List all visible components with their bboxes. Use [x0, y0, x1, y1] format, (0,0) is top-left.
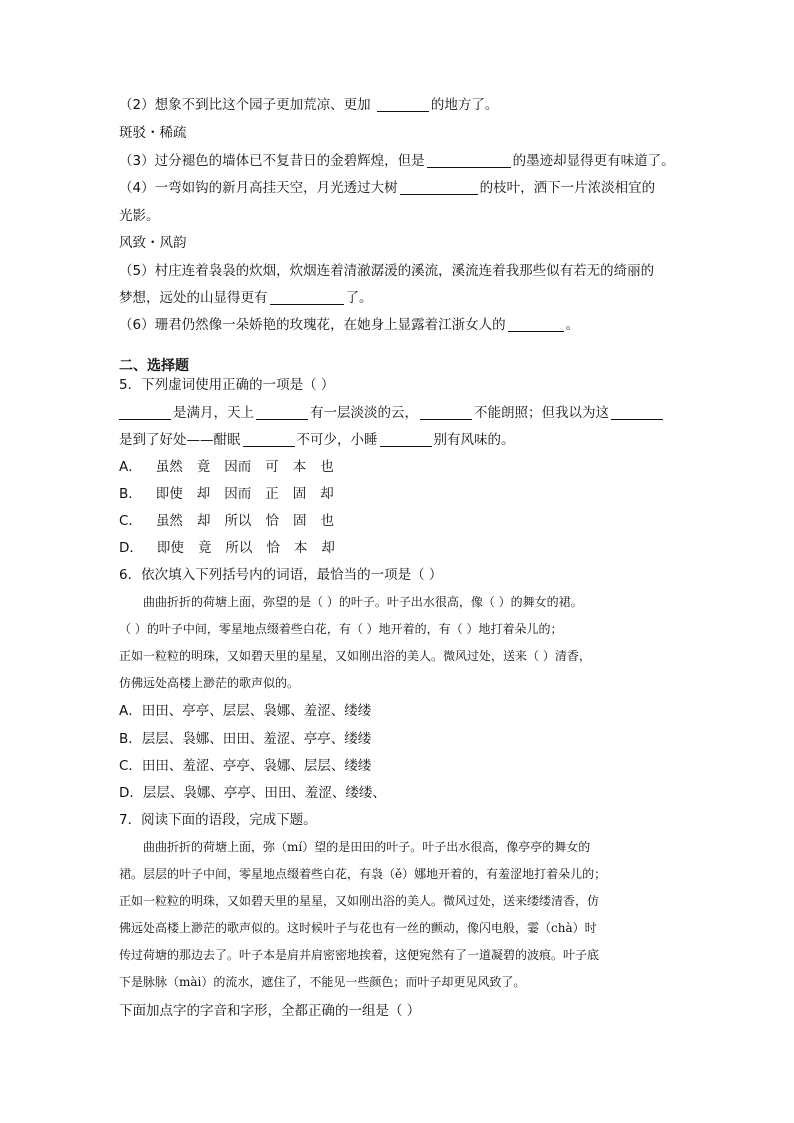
section-heading: 二、选择题 [119, 358, 189, 374]
question-2: （2）想象不到比这个园子更加荒凉、更加 的地方了。 [119, 97, 499, 113]
mc6-option-b[interactable]: B．层层、袅娜、田田、羞涩、亭亭、缕缕 [119, 731, 372, 747]
mc6-option-d[interactable]: D．层层、袅娜、亭亭、田田、羞涩、缕缕、 [119, 785, 386, 801]
answer-blank[interactable] [420, 405, 472, 420]
question-5-continued: 梦想，远处的山显得更有 了。 [119, 290, 373, 306]
answer-blank[interactable] [508, 317, 564, 332]
q7-question: 下面加点字的字音和字形，全都正确的一组是（ ） [119, 1003, 421, 1019]
mc5-option-d[interactable]: D． 即使 竟 所以 恰 本 却 [119, 540, 335, 556]
mc5-line-1: 是满月，天上 有一层淡淡的云， 不能朗照；但我以为这 [119, 404, 665, 422]
passage-line: 传过荷塘的那边去了。叶子本是肩并肩密密地挨着，这便宛然有了一道凝碧的波痕。叶子底 [119, 948, 600, 962]
passage-line: 裙。层层的叶子中间，零星地点缀着些白花，有袅（ě）娜地开着的，有羞涩地打着朵儿的； [119, 867, 607, 881]
mc5-option-b[interactable]: B． 即使 却 因而 正 固 却 [119, 486, 334, 502]
question-6: （6）珊君仍然像一朵娇艳的玫瑰花，在她身上显露着江浙女人的 。 [119, 317, 580, 333]
answer-blank[interactable] [243, 432, 295, 447]
passage-line: 曲曲折折的荷塘上面，弥望的是（ ）的叶子。叶子出水很高，像（ ）的舞女的裙。 [119, 595, 583, 609]
mc6-option-c[interactable]: C．田田、羞涩、亭亭、袅娜、层层、缕缕 [119, 758, 372, 774]
question-4: （4）一弯如钩的新月高挂天空，月光透过大树 的枝叶，洒下一片浓淡相宜的 [119, 180, 656, 196]
group-title-2: 斑驳・稀疏 [119, 125, 187, 141]
group-title-3: 风致・风韵 [119, 235, 187, 251]
question-5: （5）村庄连着袅袅的炊烟，炊烟连着清澈潺湲的溪流，溪流连着我那些似有若无的绮丽的 [119, 263, 655, 279]
passage-line: 正如一粒粒的明珠，又如碧天里的星星，又如刚出浴的美人。微风过处，送来缕缕清香，仿 [119, 894, 600, 908]
q7-stem: 7．阅读下面的语段，完成下题。 [119, 812, 317, 828]
answer-blank[interactable] [427, 153, 511, 168]
mc6-option-a[interactable]: A．田田、亭亭、层层、袅娜、羞涩、缕缕 [119, 703, 372, 719]
passage-line: 曲曲折折的荷塘上面，弥（mí）望的是田田的叶子。叶子出水很高，像亭亭的舞女的 [119, 840, 591, 854]
question-3: （3）过分褪色的墙体已不复昔日的金碧辉煌，但是 的墨迹却显得更有味道了。 [119, 153, 675, 169]
passage-line: 仿佛远处高楼上渺茫的歌声似的。 [119, 676, 300, 690]
mc6-stem: 6．依次填入下列括号内的词语，最恰当的一项是（ ） [119, 567, 443, 583]
passage-line: 正如一粒粒的明珠，又如碧天里的星星，又如刚出浴的美人。微风过处，送来（ ）清香， [119, 649, 591, 663]
passage-line: 佛远处高楼上渺茫的歌声似的。这时候叶子与花也有一丝的颤动，像闪电般，霎（chà）时 [119, 921, 597, 935]
answer-blank[interactable] [611, 405, 663, 420]
answer-blank[interactable] [270, 290, 344, 305]
mc5-stem: 5．下列虚词使用正确的一项是（ ） [119, 377, 335, 393]
answer-blank[interactable] [400, 180, 478, 195]
answer-blank[interactable] [119, 405, 171, 420]
passage-line: （ ）的叶子中间，零星地点缀着些白花，有（ ）地开着的，有（ ）地打着朵儿的； [119, 622, 563, 636]
answer-blank[interactable] [380, 432, 432, 447]
answer-blank[interactable] [377, 97, 429, 112]
mc5-option-c[interactable]: C． 虽然 却 所以 恰 固 也 [119, 513, 334, 529]
mc5-option-a[interactable]: A． 虽然 竟 因而 可 本 也 [119, 459, 334, 475]
passage-line: 下是脉脉（mài）的流水，遮住了，不能见一些颜色；而叶子却更见风致了。 [119, 975, 526, 989]
answer-blank[interactable] [256, 405, 308, 420]
mc5-line-2: 是到了好处——酣眠 不可少，小睡 别有风味的。 [119, 432, 515, 448]
question-4-continued: 光影。 [119, 208, 160, 224]
